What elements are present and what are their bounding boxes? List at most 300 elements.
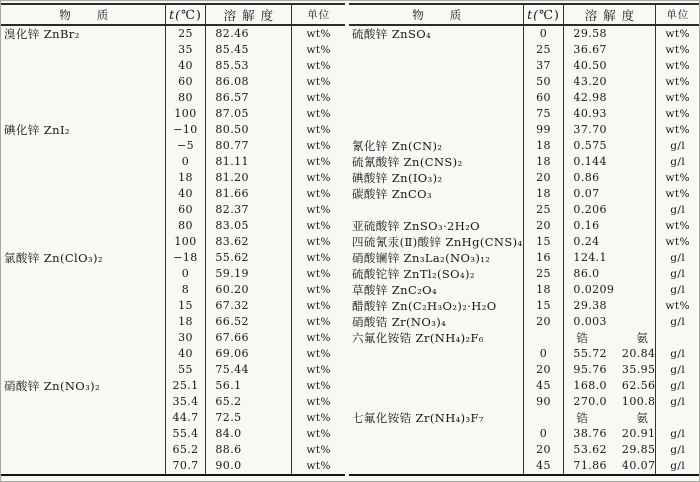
- table-row: [1, 250, 345, 266]
- solubility-cell: [206, 282, 292, 298]
- solubility-value: 168.0: [573, 379, 607, 392]
- solubility-value: 87.05: [215, 107, 249, 120]
- table-row: [1, 426, 345, 442]
- table-row: [349, 362, 699, 378]
- table-row: [1, 298, 345, 314]
- unit-cell: wt%: [656, 106, 699, 122]
- temperature-cell: 18: [523, 282, 564, 298]
- unit-cell: wt%: [292, 362, 345, 378]
- unit-cell: wt%: [656, 42, 699, 58]
- temperature-cell: [523, 410, 564, 426]
- substance-cell: [1, 314, 165, 330]
- solubility-value-secondary: 35.95: [621, 363, 656, 376]
- unit-cell: g/l: [656, 426, 699, 442]
- substance-cell: 碳酸锌 ZnCO₃: [352, 187, 432, 201]
- unit-cell: wt%: [292, 298, 345, 314]
- solubility-cell: [206, 410, 292, 426]
- solubility-value-secondary: 20.91: [621, 427, 656, 440]
- unit-cell: g/l: [656, 442, 699, 458]
- temperature-cell: 25: [523, 266, 564, 282]
- unit-cell: wt%: [292, 234, 345, 250]
- temperature-cell: 20: [523, 314, 564, 330]
- unit-cell: wt%: [656, 58, 699, 74]
- table-row: [1, 266, 345, 282]
- solubility-value: 0.0209: [573, 283, 615, 296]
- solubility-value: 锆: [576, 411, 589, 425]
- solubility-table-left: [1, 3, 345, 476]
- solubility-cell: [206, 74, 292, 90]
- substance-cell: [349, 442, 523, 458]
- solubility-cell: [564, 186, 656, 202]
- solubility-value: 55.62: [215, 251, 249, 264]
- table-row: [1, 154, 345, 170]
- solubility-cell: [564, 42, 656, 58]
- substance-cell: [349, 42, 523, 58]
- substance-cell: [349, 346, 523, 362]
- solubility-value-secondary: 20.84: [621, 347, 656, 360]
- solubility-value: 85.45: [215, 43, 249, 56]
- table-row: [1, 106, 345, 122]
- solubility-value: 86.57: [215, 91, 249, 104]
- solubility-value: 81.66: [215, 187, 249, 200]
- unit-cell: wt%: [292, 346, 345, 362]
- solubility-cell: [564, 410, 656, 426]
- solubility-cell: [564, 154, 656, 170]
- solubility-value: 270.0: [573, 395, 607, 408]
- temperature-cell: −10: [165, 122, 206, 138]
- solubility-cell: [206, 58, 292, 74]
- unit-cell: wt%: [656, 170, 699, 186]
- temperature-cell: 80: [165, 218, 206, 234]
- unit-cell: wt%: [292, 202, 345, 218]
- table-row: [349, 410, 699, 426]
- table-row: [349, 42, 699, 58]
- solubility-value: 0.003: [573, 315, 607, 328]
- substance-cell: [1, 74, 165, 90]
- solubility-cell: [564, 218, 656, 234]
- solubility-value: 75.44: [215, 363, 249, 376]
- solubility-cell: [206, 298, 292, 314]
- solubility-value: 72.5: [215, 411, 242, 424]
- unit-cell: g/l: [656, 154, 699, 170]
- substance-cell: [349, 378, 523, 394]
- solubility-cell: [564, 234, 656, 250]
- solubility-cell: [564, 298, 656, 314]
- substance-cell: [1, 42, 165, 58]
- table-row: [1, 42, 345, 58]
- table-row: [1, 378, 345, 394]
- solubility-cell: [206, 266, 292, 282]
- solubility-value: 59.19: [215, 267, 249, 280]
- table-row: [1, 330, 345, 346]
- temperature-cell: 16: [523, 250, 564, 266]
- substance-cell: [1, 426, 165, 442]
- solubility-value: 37.70: [573, 123, 607, 136]
- substance-cell: [1, 170, 165, 186]
- table-row: [349, 426, 699, 442]
- solubility-cell: [564, 394, 656, 410]
- table-row: [349, 202, 699, 218]
- table-row: [1, 58, 345, 74]
- substance-cell: 硫酸锌 ZnSO₄: [352, 27, 432, 41]
- solubility-cell: [206, 330, 292, 346]
- unit-cell: wt%: [292, 458, 345, 475]
- temperature-cell: 35.4: [165, 394, 206, 410]
- unit-cell: wt%: [656, 298, 699, 314]
- solubility-value: 71.86: [573, 459, 607, 472]
- temperature-cell: 50: [523, 74, 564, 90]
- unit-cell: wt%: [292, 394, 345, 410]
- solubility-value: 40.93: [573, 107, 607, 120]
- temperature-cell: 100: [165, 106, 206, 122]
- temperature-cell: 60: [523, 90, 564, 106]
- solubility-value: 124.1: [573, 251, 607, 264]
- unit-cell: wt%: [292, 330, 345, 346]
- solubility-cell: [564, 426, 656, 442]
- table-row: [349, 282, 699, 298]
- temperature-cell: 20: [523, 218, 564, 234]
- temperature-cell: 25: [523, 202, 564, 218]
- solubility-cell: [564, 442, 656, 458]
- temperature-cell: 30: [165, 330, 206, 346]
- temperature-cell: 18: [523, 154, 564, 170]
- substance-cell: [1, 234, 165, 250]
- solubility-cell: [206, 458, 292, 475]
- unit-cell: wt%: [292, 138, 345, 154]
- temperature-cell: 15: [523, 234, 564, 250]
- solubility-value: 85.53: [215, 59, 249, 72]
- solubility-cell: [206, 186, 292, 202]
- solubility-cell: [206, 202, 292, 218]
- unit-cell: wt%: [292, 250, 345, 266]
- substance-cell: [349, 58, 523, 74]
- table-row: [1, 90, 345, 106]
- table-header: [1, 4, 345, 25]
- temperature-cell: 37: [523, 58, 564, 74]
- temperature-cell: 65.2: [165, 442, 206, 458]
- temperature-cell: 25: [165, 25, 206, 42]
- table-row: [349, 25, 699, 42]
- substance-cell: 氯酸锌 Zn(ClO₃)₂: [4, 251, 103, 265]
- solubility-value: 56.1: [215, 379, 242, 392]
- solubility-header: 溶 解 度: [564, 4, 656, 25]
- unit-cell: wt%: [292, 154, 345, 170]
- temperature-cell: 18: [165, 170, 206, 186]
- table-row: [349, 442, 699, 458]
- temperature-cell: 100: [165, 234, 206, 250]
- substance-cell: [349, 106, 523, 122]
- temperature-cell: 0: [165, 266, 206, 282]
- substance-cell: [349, 122, 523, 138]
- solubility-cell: [564, 202, 656, 218]
- substance-cell: [1, 154, 165, 170]
- temperature-cell: −18: [165, 250, 206, 266]
- temperature-cell: 40: [165, 58, 206, 74]
- substance-cell: 硫氰酸锌 Zn(CNS)₂: [352, 155, 463, 169]
- table-row: [1, 202, 345, 218]
- solubility-table-right: [349, 3, 699, 476]
- solubility-value-secondary: 29.85: [621, 443, 656, 456]
- table-row: [349, 154, 699, 170]
- solubility-value: 82.37: [215, 203, 249, 216]
- table-body: [1, 25, 345, 475]
- substance-cell: [1, 330, 165, 346]
- solubility-value: 83.62: [215, 235, 249, 248]
- solubility-value: 86.08: [215, 75, 249, 88]
- table-row: [1, 394, 345, 410]
- solubility-cell: [206, 218, 292, 234]
- unit-header: 单位: [656, 4, 699, 25]
- temperature-cell: 0: [523, 346, 564, 362]
- temperature-cell: 90: [523, 394, 564, 410]
- unit-cell: wt%: [656, 25, 699, 42]
- substance-cell: [1, 346, 165, 362]
- solubility-value: 81.20: [215, 171, 249, 184]
- table-row: [349, 122, 699, 138]
- solubility-value: 88.6: [215, 443, 242, 456]
- solubility-value: 66.52: [215, 315, 249, 328]
- solubility-cell: [564, 346, 656, 362]
- table-row: [1, 314, 345, 330]
- solubility-value: 38.76: [573, 427, 607, 440]
- substance-header: 物 质: [349, 4, 523, 25]
- solubility-value-secondary: 氨: [636, 411, 649, 425]
- solubility-cell: [206, 234, 292, 250]
- solubility-value: 29.58: [573, 27, 607, 40]
- substance-cell: [1, 266, 165, 282]
- substance-cell: 醋酸锌 Zn(C₂H₃O₂)₂·H₂O: [352, 299, 497, 313]
- unit-cell: wt%: [656, 218, 699, 234]
- solubility-cell: [206, 138, 292, 154]
- substance-cell: 氰化锌 Zn(CN)₂: [352, 139, 443, 153]
- unit-cell: wt%: [656, 122, 699, 138]
- temperature-cell: 15: [165, 298, 206, 314]
- table-row: [349, 346, 699, 362]
- substance-cell: [1, 362, 165, 378]
- solubility-cell: [564, 106, 656, 122]
- unit-cell: [656, 410, 699, 426]
- substance-cell: [349, 394, 523, 410]
- temperature-header: t(℃): [165, 4, 206, 25]
- solubility-value: 86.0: [573, 267, 600, 280]
- table-columns-wrapper: [1, 3, 699, 476]
- solubility-header: 溶 解 度: [206, 4, 292, 25]
- temperature-cell: 99: [523, 122, 564, 138]
- substance-cell: 碘化锌 ZnI₂: [4, 123, 70, 137]
- substance-cell: [1, 410, 165, 426]
- solubility-value: 43.20: [573, 75, 607, 88]
- substance-cell: [1, 138, 165, 154]
- table-row: [349, 250, 699, 266]
- temperature-cell: 18: [523, 186, 564, 202]
- table-row: [1, 138, 345, 154]
- solubility-cell: [564, 282, 656, 298]
- solubility-cell: [206, 154, 292, 170]
- unit-cell: wt%: [656, 90, 699, 106]
- table-row: [349, 58, 699, 74]
- temperature-cell: −5: [165, 138, 206, 154]
- solubility-cell: [564, 362, 656, 378]
- solubility-value: 0.07: [573, 187, 600, 200]
- unit-cell: g/l: [656, 394, 699, 410]
- table-header: [349, 4, 699, 25]
- solubility-value: 80.77: [215, 139, 249, 152]
- substance-cell: [1, 106, 165, 122]
- solubility-value: 0.16: [573, 219, 600, 232]
- substance-cell: 硫酸铊锌 ZnTl₂(SO₄)₂: [352, 267, 475, 281]
- temperature-cell: 70.7: [165, 458, 206, 475]
- table-row: [349, 74, 699, 90]
- unit-cell: wt%: [292, 58, 345, 74]
- temperature-cell: 40: [165, 186, 206, 202]
- unit-cell: g/l: [656, 378, 699, 394]
- solubility-cell: [206, 42, 292, 58]
- unit-cell: wt%: [292, 442, 345, 458]
- solubility-value: 55.72: [573, 347, 607, 360]
- substance-cell: [1, 58, 165, 74]
- table-row: [1, 458, 345, 475]
- unit-cell: wt%: [292, 170, 345, 186]
- solubility-value: 95.76: [573, 363, 607, 376]
- substance-cell: [349, 458, 523, 475]
- table-row: [349, 90, 699, 106]
- unit-cell: wt%: [292, 378, 345, 394]
- solubility-value: 36.67: [573, 43, 607, 56]
- solubility-value-secondary: 62.56: [621, 379, 656, 392]
- solubility-value: 80.50: [215, 123, 249, 136]
- solubility-cell: [564, 90, 656, 106]
- table-row: [349, 298, 699, 314]
- table-row: [349, 458, 699, 475]
- solubility-value: 锆: [576, 331, 589, 345]
- substance-cell: 硝酸锌 Zn(NO₃)₂: [4, 379, 101, 393]
- substance-cell: [1, 90, 165, 106]
- unit-cell: wt%: [292, 74, 345, 90]
- temperature-cell: 25: [523, 42, 564, 58]
- solubility-cell: [564, 58, 656, 74]
- unit-cell: wt%: [292, 218, 345, 234]
- temperature-cell: 35: [165, 42, 206, 58]
- solubility-value: 81.11: [215, 155, 249, 168]
- unit-cell: wt%: [292, 122, 345, 138]
- temperature-cell: 25.1: [165, 378, 206, 394]
- unit-cell: g/l: [656, 138, 699, 154]
- solubility-value: 0.575: [573, 139, 607, 152]
- substance-cell: 四硫氰汞(Ⅱ)酸锌 ZnHg(CNS)₄: [352, 235, 523, 249]
- substance-cell: 六氟化铵锆 Zr(NH₄)₂F₆: [352, 331, 484, 345]
- solubility-cell: [206, 170, 292, 186]
- solubility-cell: [564, 122, 656, 138]
- temperature-cell: [523, 330, 564, 346]
- substance-header: 物 质: [1, 4, 165, 25]
- unit-header: 单位: [292, 4, 345, 25]
- substance-cell: [1, 218, 165, 234]
- solubility-value-secondary: 100.8: [621, 395, 656, 408]
- substance-cell: [349, 90, 523, 106]
- table-row: [1, 122, 345, 138]
- unit-cell: wt%: [292, 266, 345, 282]
- solubility-cell: [206, 314, 292, 330]
- substance-cell: 草酸锌 ZnC₂O₄: [352, 283, 437, 297]
- unit-cell: g/l: [656, 458, 699, 475]
- solubility-value: 0.24: [573, 235, 600, 248]
- solubility-value: 82.46: [215, 27, 249, 40]
- table-row: [349, 314, 699, 330]
- solubility-cell: [206, 426, 292, 442]
- solubility-value: 53.62: [573, 443, 607, 456]
- table-row: [1, 25, 345, 42]
- solubility-cell: [206, 122, 292, 138]
- table-row: [1, 410, 345, 426]
- substance-cell: [349, 426, 523, 442]
- unit-cell: wt%: [292, 42, 345, 58]
- unit-cell: wt%: [292, 314, 345, 330]
- temperature-cell: 44.7: [165, 410, 206, 426]
- substance-cell: [1, 186, 165, 202]
- table-row: [349, 170, 699, 186]
- temperature-cell: 18: [523, 138, 564, 154]
- table-row: [349, 106, 699, 122]
- substance-cell: [349, 202, 523, 218]
- temperature-cell: 20: [523, 442, 564, 458]
- temperature-cell: 20: [523, 362, 564, 378]
- solubility-value: 65.2: [215, 395, 242, 408]
- solubility-cell: [206, 394, 292, 410]
- table-row: [349, 186, 699, 202]
- temperature-header: t(℃): [523, 4, 564, 25]
- unit-cell: wt%: [656, 74, 699, 90]
- table-row: [349, 138, 699, 154]
- unit-cell: g/l: [656, 282, 699, 298]
- solubility-value: 69.06: [215, 347, 249, 360]
- header-row: [349, 4, 699, 25]
- solubility-value: 40.50: [573, 59, 607, 72]
- unit-cell: wt%: [292, 186, 345, 202]
- temperature-cell: 55.4: [165, 426, 206, 442]
- substance-cell: [1, 442, 165, 458]
- unit-cell: g/l: [656, 362, 699, 378]
- solubility-cell: [564, 330, 656, 346]
- substance-cell: 亚硫酸锌 ZnSO₃·2H₂O: [352, 219, 481, 233]
- temperature-cell: 18: [165, 314, 206, 330]
- temperature-cell: 45: [523, 458, 564, 475]
- table-row: [1, 74, 345, 90]
- solubility-cell: [564, 25, 656, 42]
- temperature-cell: 0: [523, 25, 564, 42]
- solubility-value: 42.98: [573, 91, 607, 104]
- solubility-cell: [564, 170, 656, 186]
- table-row: [1, 362, 345, 378]
- substance-cell: [1, 282, 165, 298]
- table-row: [349, 394, 699, 410]
- substance-cell: 硝酸镧锌 Zn₃La₂(NO₃)₁₂: [352, 251, 491, 265]
- unit-cell: wt%: [656, 234, 699, 250]
- table-row: [349, 266, 699, 282]
- table-row: [1, 346, 345, 362]
- unit-cell: wt%: [656, 186, 699, 202]
- solubility-cell: [564, 74, 656, 90]
- solubility-cell: [564, 138, 656, 154]
- solubility-value: 29.38: [573, 299, 607, 312]
- header-row: [1, 4, 345, 25]
- solubility-cell: [564, 314, 656, 330]
- table-row: [349, 330, 699, 346]
- unit-cell: wt%: [292, 282, 345, 298]
- solubility-value: 67.32: [215, 299, 249, 312]
- solubility-cell: [206, 442, 292, 458]
- table-row: [349, 234, 699, 250]
- temperature-cell: 15: [523, 298, 564, 314]
